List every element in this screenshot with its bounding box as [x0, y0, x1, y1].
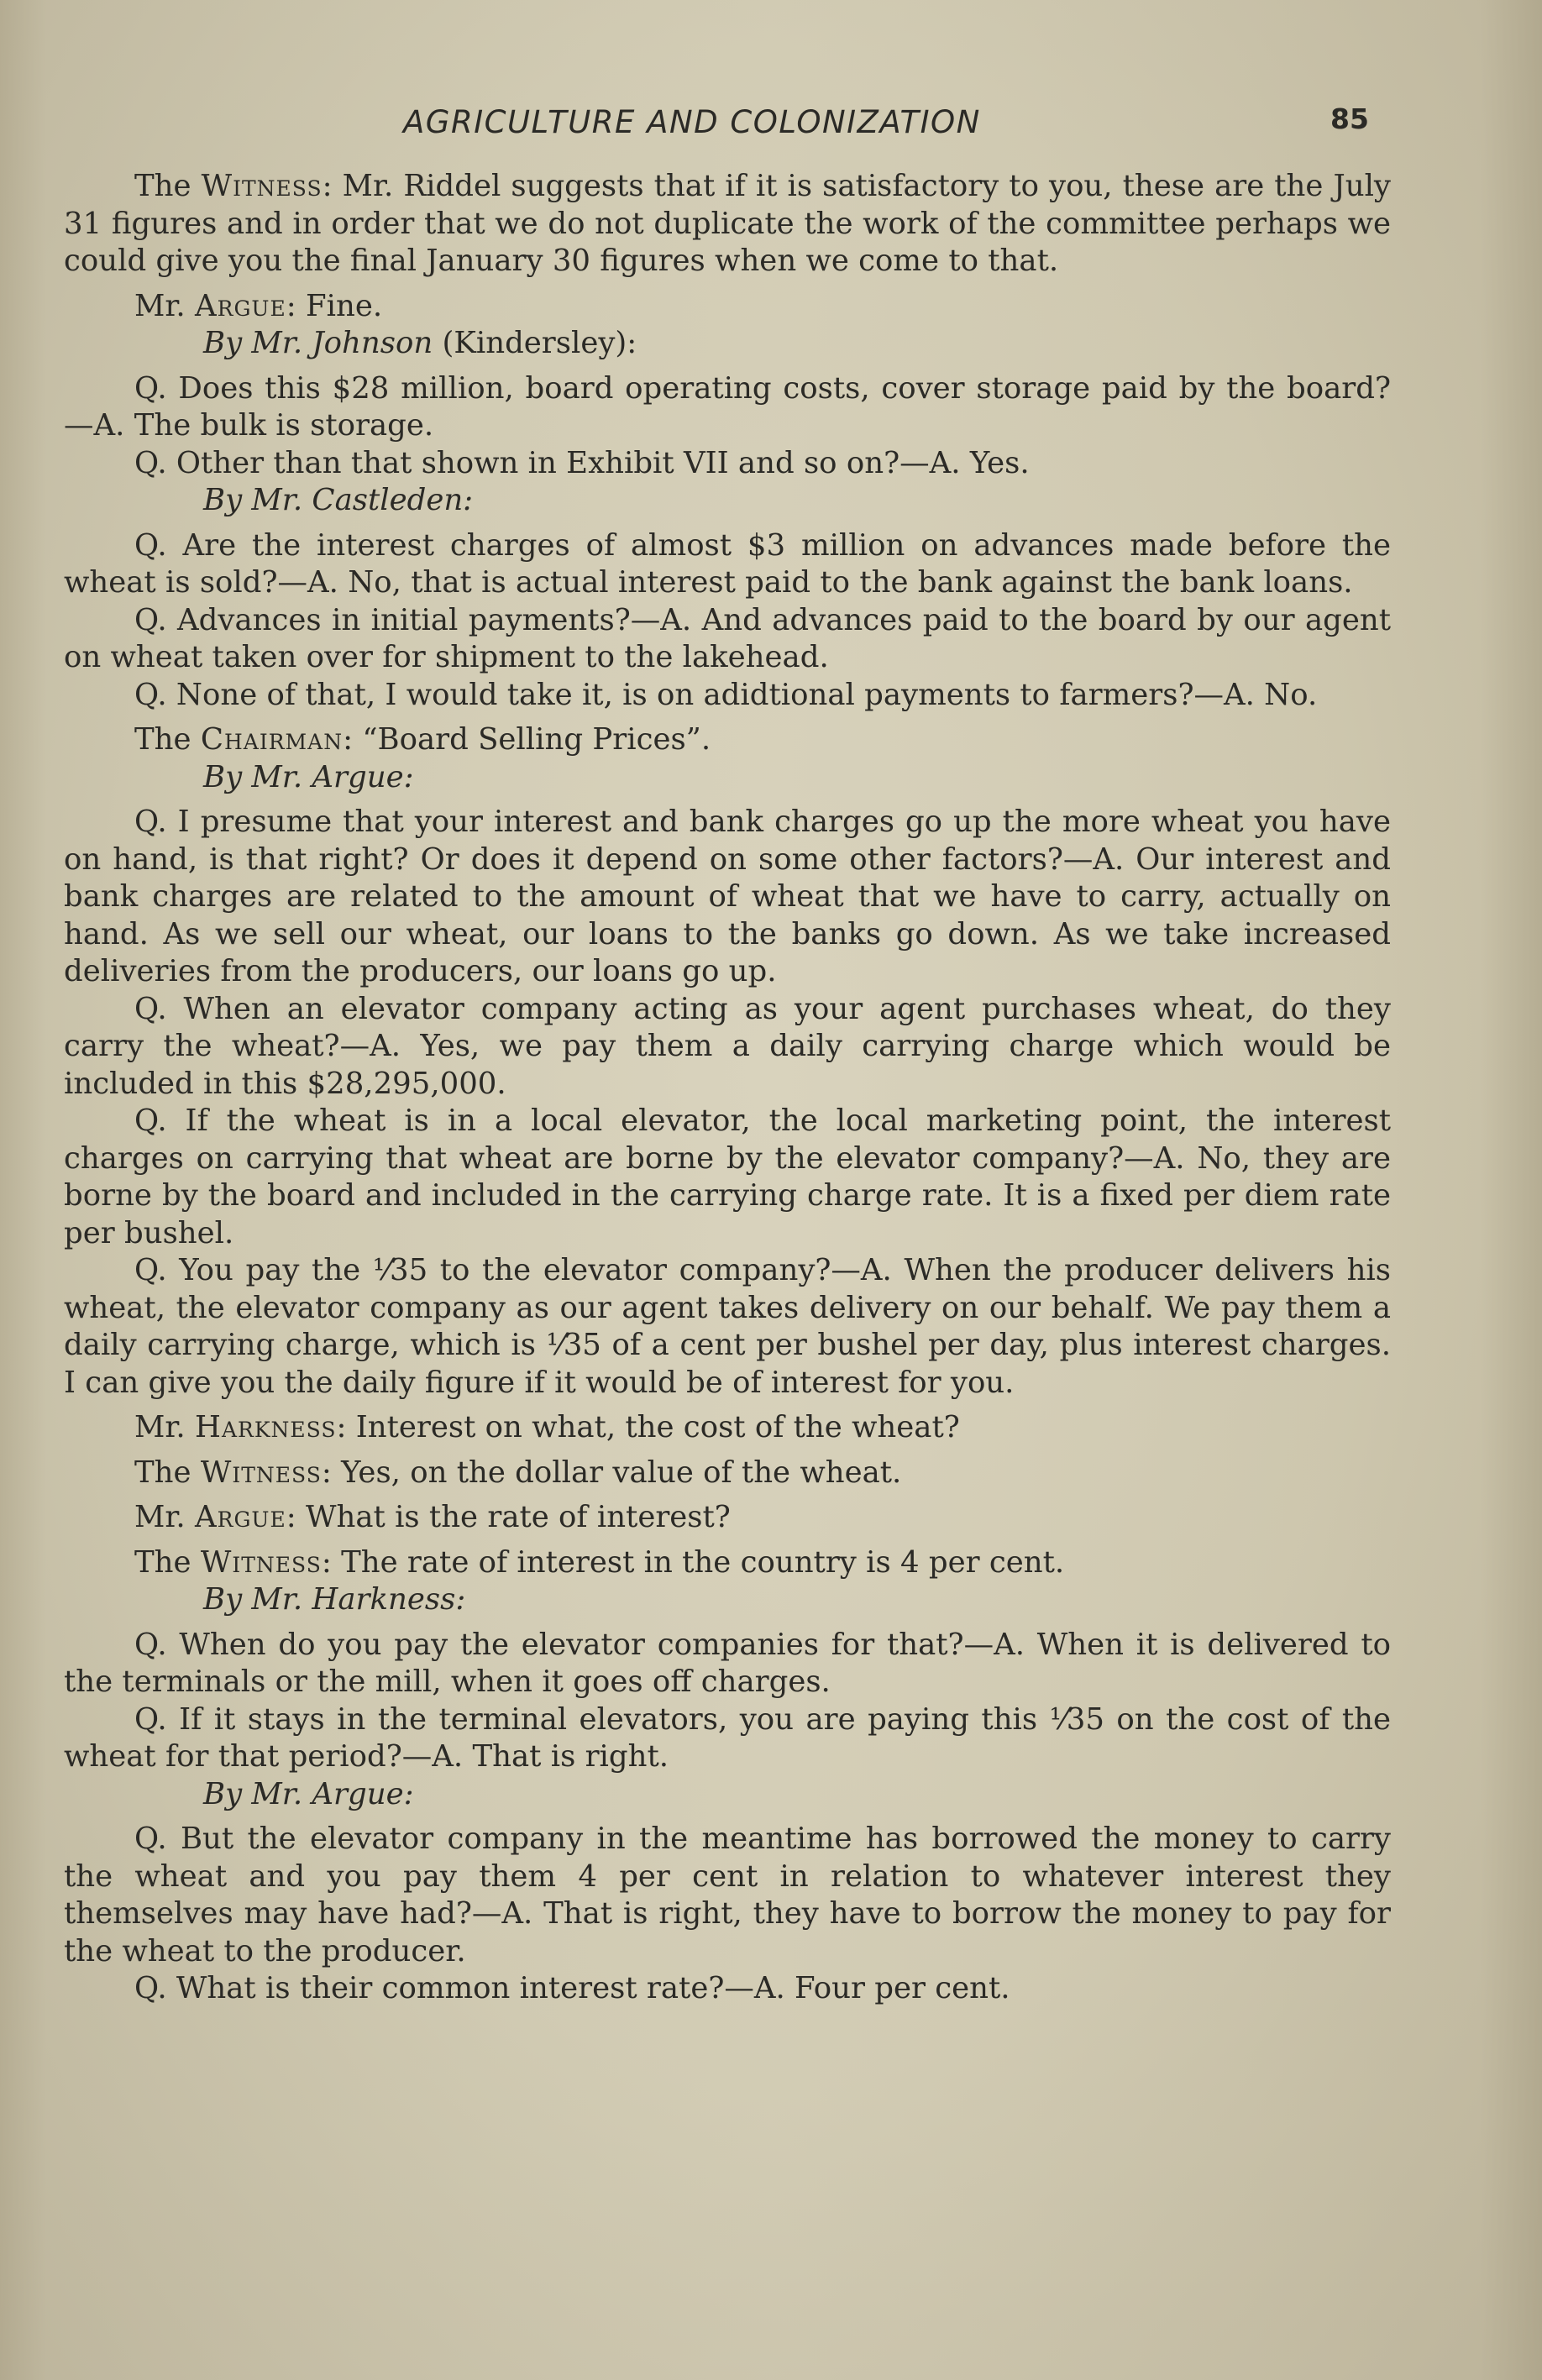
- running-header: [0, 99, 1542, 149]
- question-answer: Q. If it stays in the terminal elevators, you are paying this ⅟35 on the cost of the wheat for that period?—A. That is right.: [64, 1701, 1391, 1774]
- question-answer: Q. Does this $28 million, board operating costs, cover storage paid by the board?—A. The bulk is storage.: [64, 370, 1391, 443]
- question-answer: Q. You pay the ⅟35 to the elevator company?—A. When the producer delivers his wheat, the elevator company as our agent takes delivery on our behalf. We pay them a daily carrying charge, which is ⅟35 of a cent per bushel per day, plus interest charges. I can give you the daily figure if it would be of interest for you.: [64, 1253, 1391, 1400]
- witness-statement: The Witness: The rate of interest in the country is 4 per cent.: [134, 1544, 1065, 1580]
- question-answer: Q. When do you pay the elevator companies for that?—A. When it is delivered to the terminals or the mill, when it goes off charges.: [64, 1627, 1391, 1699]
- question-answer: Q. But the elevator company in the meantime has borrowed the money to carry the wheat and you pay them 4 per cent in relation to whatever interest they themselves may have had?—A. That is right, they have to borrow the money to pay for the wheat to the producer.: [64, 1822, 1391, 1968]
- running-title: AGRICULTURE AND COLONIZATION: [403, 104, 981, 140]
- page-number: 85: [1330, 102, 1369, 135]
- examiner-heading: By Mr. Johnson (Kindersley):: [203, 326, 637, 360]
- speaker-name: Argue: [195, 288, 286, 323]
- speaker-remark: Mr. Harkness: Interest on what, the cost of the wheat?: [134, 1410, 960, 1444]
- speaker-name: Witness: [200, 1544, 322, 1580]
- speaker-remark: Mr. Argue: What is the rate of interest?: [134, 1500, 731, 1534]
- question-answer: Q. I presume that your interest and bank charges go up the more wheat you have on hand, is that right? Or does it depend on some other factors?—A. Our interest and bank charges are related to the amount of wheat that we have to carry, actually on hand. As we sell our wheat, our loans to the banks go down. As we take increased deliveries from the producers, our loans go up.: [64, 805, 1391, 988]
- speaker-name: Chairman: [200, 722, 344, 757]
- chairman-remark: The Chairman: “Board Selling Prices”.: [134, 722, 711, 757]
- examiner-heading: By Mr. Castleden:: [203, 483, 474, 517]
- speaker-name: Witness: [200, 1455, 322, 1490]
- question-answer: Q. None of that, I would take it, is on adidtional payments to farmers?—A. No.: [134, 677, 1318, 712]
- speaker-name: Witness: [201, 169, 323, 203]
- examiner-heading: By Mr. Argue:: [203, 1776, 414, 1811]
- question-answer: Q. Are the interest charges of almost $3 million on advances made before the wheat is sold?—A. No, that is actual interest paid to the bank against the bank loans.: [64, 527, 1391, 600]
- examiner-heading: By Mr. Harkness:: [203, 1582, 466, 1617]
- examiner-heading: By Mr. Argue:: [203, 759, 414, 794]
- witness-statement: The Witness: Mr. Riddel suggests that if it is satisfactory to you, these are the July 31 figures and in order that we do not duplicate the work of the committee perhaps we could give you the final January 30 figures when we come to that.: [64, 169, 1391, 278]
- question-answer: Q. Other than that shown in Exhibit VII and so on?—A. Yes.: [134, 445, 1030, 480]
- speaker-name: Argue: [195, 1500, 286, 1534]
- question-answer: Q. If the wheat is in a local elevator, the local marketing point, the interest charges on carrying that wheat are borne by the elevator company?—A. No, they are borne by the board and included in the carrying charge rate. It is a fixed per diem rate per bushel.: [64, 1104, 1391, 1250]
- question-answer: Q. When an elevator company acting as your agent purchases wheat, do they carry the wheat?—A. Yes, we pay them a daily carrying charge which would be included in this $28,295,000.: [64, 991, 1391, 1101]
- speaker-remark: Mr. Argue: Fine.: [134, 288, 383, 323]
- witness-statement: The Witness: Yes, on the dollar value of the wheat.: [134, 1455, 902, 1490]
- question-answer: Q. What is their common interest rate?—A. Four per cent.: [134, 1971, 1010, 2005]
- speaker-name: Harkness: [195, 1410, 337, 1444]
- transcript-body: [64, 168, 1391, 2008]
- question-answer: Q. Advances in initial payments?—A. And advances paid to the board by our agent on wheat taken over for shipment to the lakehead.: [64, 602, 1391, 674]
